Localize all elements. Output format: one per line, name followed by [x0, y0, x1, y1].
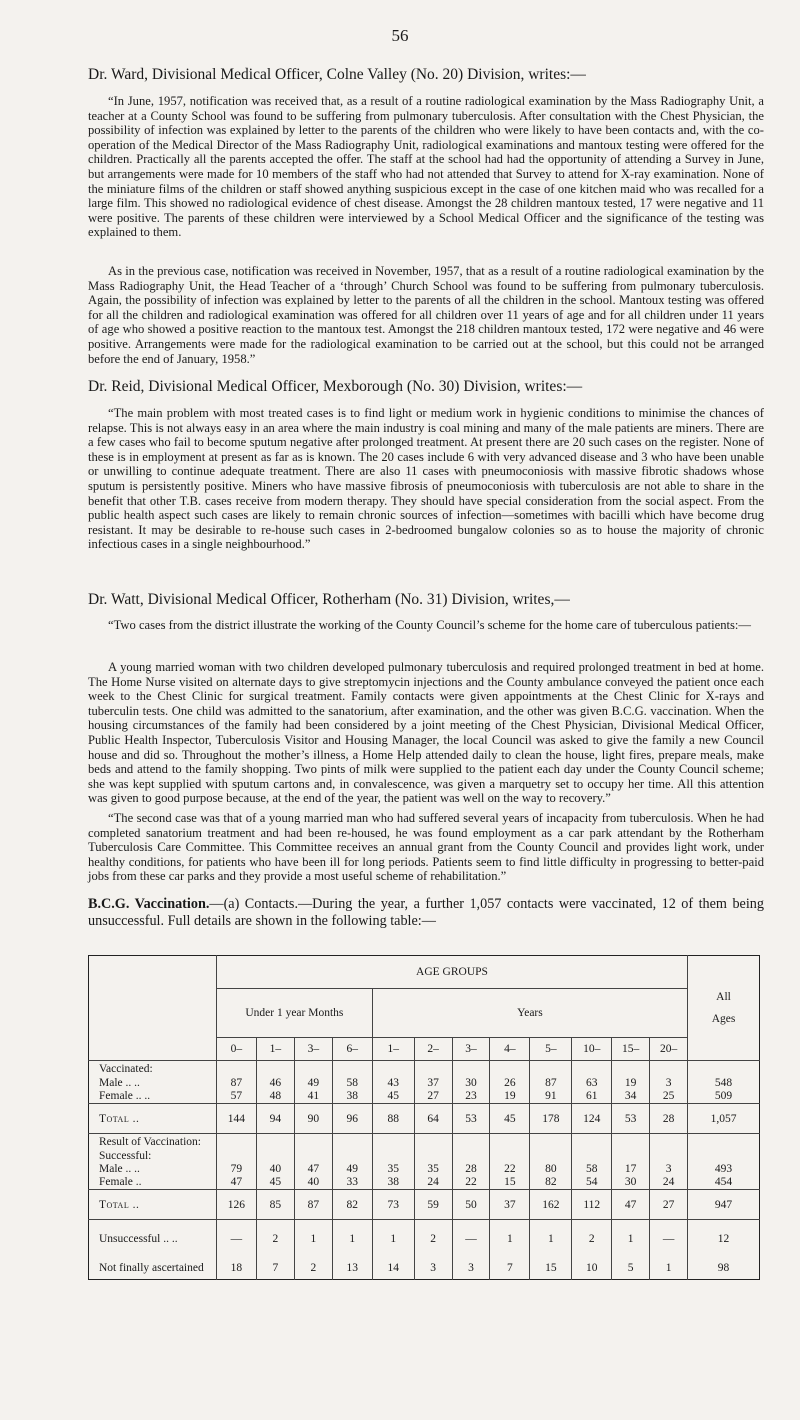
table-cell [572, 1150, 612, 1163]
table-cell: 80 [530, 1163, 572, 1176]
all-ages-cell: 12 [688, 1220, 760, 1258]
table-cell: 49 [332, 1163, 372, 1176]
table-cell [294, 1150, 332, 1163]
column-header: 20– [650, 1038, 688, 1061]
column-header: 1– [372, 1038, 414, 1061]
table-cell [650, 1134, 688, 1150]
table-cell: 47 [230, 1176, 243, 1189]
table-cell: 27 [414, 1090, 452, 1104]
table-cell: 1 [372, 1220, 414, 1258]
table-cell [216, 1150, 256, 1163]
table-cell: 45 [372, 1090, 414, 1104]
table-cell: 35 [414, 1163, 452, 1176]
table-cell: 38 [372, 1176, 414, 1190]
table-cell: 1 [490, 1220, 530, 1258]
table-cell: 3 [414, 1258, 452, 1280]
bcg-paragraph [88, 896, 764, 930]
column-header: 2– [414, 1038, 452, 1061]
table-cell: 162 [530, 1190, 572, 1220]
table-cell [332, 1134, 372, 1150]
ward-heading: Dr. Ward, Divisional Medical Officer, Colne Valley (No. 20) Division, writes:— [88, 66, 586, 83]
table-cell: 24 [414, 1176, 452, 1190]
table-cell [612, 1150, 650, 1163]
table-cell: 79 [230, 1163, 243, 1175]
table-cell: 30 [452, 1077, 490, 1090]
ward-paragraph-2: As in the previous case, notification was received in November, 1957, that as a result of a routine radiological examination by the Mass Radiography Unit, the Head Teacher of a ‘through’ Church School was found to be suffering from pulmonary tuberculosis. Again, the possibility of infection was explained by letter to the parents of all the children in the school. Mantoux testing was offered for all the children and radiological examination was offered for all children over 11 years of age and for all children under 11 years of age who showed a positive reaction to the mantoux test. Amongst the 218 children mantoux tested, 172 were negative and 46 were positive. Arrangements were made for the radiological examination to be carried out at the school, but this could not be arranged before the end of January, 1958.” [88, 264, 764, 366]
table-row [89, 1163, 760, 1176]
table-cell: 24 [650, 1176, 688, 1190]
table-cell: 73 [372, 1190, 414, 1220]
table-cell: 3 [452, 1258, 490, 1280]
table-cell: 22 [452, 1176, 490, 1190]
years-header: Years [517, 1007, 543, 1019]
table-cell: 28 [650, 1104, 688, 1134]
table-cell: 15 [530, 1258, 572, 1280]
table-cell: 3 [650, 1077, 688, 1090]
table-cell: 33 [332, 1176, 372, 1190]
all-ages-header: All Ages [688, 956, 760, 1061]
table-row [89, 1150, 760, 1163]
table-cell [490, 1061, 530, 1077]
all-ages-cell: 98 [688, 1258, 760, 1280]
table-cell: 35 [372, 1163, 414, 1176]
table-cell: 59 [414, 1190, 452, 1220]
table-cell [414, 1134, 452, 1150]
table-cell: 1 [650, 1258, 688, 1280]
table-cell: 22 [490, 1163, 530, 1176]
table-cell: 82 [530, 1176, 572, 1190]
table-cell: 37 [490, 1190, 530, 1220]
row-label: Unsuccessful .. .. [89, 1220, 217, 1258]
table-cell [372, 1061, 414, 1077]
table-cell: 58 [332, 1077, 372, 1090]
table-cell: 17 [612, 1163, 650, 1176]
table-cell: 40 [294, 1176, 332, 1190]
table-cell: 25 [650, 1090, 688, 1104]
table-cell [650, 1150, 688, 1163]
table-cell: 53 [452, 1104, 490, 1134]
table-cell [216, 1134, 256, 1150]
row-label: Successful: [89, 1150, 217, 1163]
table-cell [256, 1150, 294, 1163]
column-header: 3– [452, 1038, 490, 1061]
row-label: Vaccinated: [89, 1061, 217, 1077]
table-cell: 90 [294, 1104, 332, 1134]
table-cell: 87 [230, 1077, 243, 1089]
table-cell: 38 [332, 1090, 372, 1104]
table-cell [372, 1150, 414, 1163]
table-cell: 13 [332, 1258, 372, 1280]
table-cell: 26 [490, 1077, 530, 1090]
table-cell: 96 [332, 1104, 372, 1134]
table-cell: 47 [612, 1190, 650, 1220]
table-cell [572, 1061, 612, 1077]
table-cell: 64 [414, 1104, 452, 1134]
table-cell: — [452, 1220, 490, 1258]
table-cell [372, 1134, 414, 1150]
all-ages-cell: 548 [688, 1077, 760, 1090]
all-ages-cell [688, 1061, 760, 1077]
row-label: Male .. .. [89, 1163, 217, 1176]
table-cell [452, 1150, 490, 1163]
table-cell [216, 1061, 256, 1077]
table-row [89, 1061, 760, 1077]
row-label: Total .. [89, 1190, 217, 1220]
header-blank [89, 956, 217, 1061]
table-cell [452, 1134, 490, 1150]
table-cell: — [230, 1232, 243, 1245]
table-cell: 85 [256, 1190, 294, 1220]
table-row [89, 1134, 760, 1150]
table-row [89, 1190, 760, 1220]
row-label: Not finally ascertained [89, 1258, 217, 1280]
table-cell: 48 [256, 1090, 294, 1104]
table-cell: 2 [572, 1220, 612, 1258]
table-cell: 178 [530, 1104, 572, 1134]
row-label: Total .. [89, 1104, 217, 1134]
table-cell: 7 [490, 1258, 530, 1280]
table-cell: 15 [490, 1176, 530, 1190]
table-cell [612, 1061, 650, 1077]
table-cell: 87 [530, 1077, 572, 1090]
under-1-year-header: Under 1 year Months [216, 989, 372, 1038]
table-cell: 34 [612, 1090, 650, 1104]
table-cell: 63 [572, 1077, 612, 1090]
table-cell: 87 [294, 1190, 332, 1220]
table-cell: 19 [490, 1090, 530, 1104]
table-cell: 18 [230, 1262, 243, 1275]
column-header: 6– [332, 1038, 372, 1061]
table-cell [332, 1061, 372, 1077]
table-cell: 46 [256, 1077, 294, 1090]
table-row [89, 1176, 760, 1190]
vaccination-table [88, 955, 760, 1280]
ward-paragraph-1: “In June, 1957, notification was received that, as a result of a routine radiological examination by the Mass Radiography Unit, a teacher at a County School was found to be suffering from pulmonary tuberculosis. After consultation with the Chest Physician, the possibility of infection was explained by letter to the parents of the children who were likely to have been contacts and, with the co-operation of the Medical Director of the Mass Radiography Unit, radiological examinations and mantoux testing were offered for the children. Practically all the parents accepted the offer. The staff at the school had had the opportunity of attending a Survey in June, but arrangements were made for 10 members of the staff who had not attended that Survey to attend for X-ray examination. None of the miniature films of the children or staff showed anything suspicious except in the case of one kitchen maid who was recalled for a large film. This showed no radiological evidence of chest disease. Amongst the 28 children mantoux tested, 17 were negative and 11 were positive. The parents of these children were interviewed by a School Medical Officer and the significance of the testing was explained to them. [88, 94, 764, 240]
table-cell: 58 [572, 1163, 612, 1176]
table-cell: 144 [227, 1112, 246, 1125]
row-label: Female .. .. [89, 1090, 217, 1104]
table-cell [572, 1134, 612, 1150]
table-cell [256, 1061, 294, 1077]
column-header: 5– [530, 1038, 572, 1061]
table-cell: 1 [294, 1220, 332, 1258]
table-cell [294, 1061, 332, 1077]
table-cell: 47 [294, 1163, 332, 1176]
all-ages-cell [688, 1134, 760, 1150]
all-ages-cell: 509 [688, 1090, 760, 1104]
table-cell: 23 [452, 1090, 490, 1104]
column-header: 0– [230, 1043, 243, 1055]
table-cell: 124 [572, 1104, 612, 1134]
watt-paragraph-3: “The second case was that of a young married man who had suffered several years of incapacity from tuberculosis. When he had completed sanatorium treatment and had been re-housed, he was found employment as a car park attendant by the Rotherham Tuberculosis Care Committee. This Committee receives an annual grant from the County Council and provides light work, under healthy conditions, for patients who have been ill for long periods. Patients seem to find little difficulty in progressing to better-paid jobs from these car parks and they provide a most useful scheme of rehabilitation.” [88, 811, 764, 884]
table-cell: 7 [256, 1258, 294, 1280]
table-cell: 1 [332, 1220, 372, 1258]
table-cell [256, 1134, 294, 1150]
column-header: 4– [490, 1038, 530, 1061]
table-cell: 82 [332, 1190, 372, 1220]
table-cell: 2 [414, 1220, 452, 1258]
table-row [89, 1077, 760, 1090]
table-cell [530, 1150, 572, 1163]
table-cell [612, 1134, 650, 1150]
table-cell: 5 [612, 1258, 650, 1280]
table-cell: 91 [530, 1090, 572, 1104]
table-cell: 50 [452, 1190, 490, 1220]
table-cell: 30 [612, 1176, 650, 1190]
table-cell: 45 [256, 1176, 294, 1190]
all-ages-cell [688, 1150, 760, 1163]
row-label: Result of Vaccination: [89, 1134, 217, 1150]
table-row [89, 1104, 760, 1134]
watt-paragraph-2: A young married woman with two children developed pulmonary tuberculosis and required prolonged treatment in bed at home. The Home Nurse visited on alternate days to give streptomycin injections and the County ambulance conveyed the patient once each week to the Chest Clinic for surgical treatment. Family contacts were given appointments at the Chest Clinic for X-rays and tuberculin tests. One child was admitted to the sanatorium, after examination, and the other was given B.C.G. vaccination. When the housing circumstances of the family had been considered by a joint meeting of the Chest Physician, Divisional Medical Officer, Public Health Inspector, Tuberculosis Visitor and Housing Manager, the local Council was asked to give the family a new Council house and did so. Throughout the mother’s illness, a Home Help attended daily to clean the house, light fires, prepare meals, make beds and attend to the family shopping. Two pints of milk were supplied to the patient each day under the County Council scheme; she was kept supplied with sputum cartons and, in convalescence, was given a marquetry set to occupy her time. All this attention was given to good purpose because, at the end of the year, the patient was well on the way to recovery.” [88, 660, 764, 806]
table-cell: 27 [650, 1190, 688, 1220]
table-cell: 45 [490, 1104, 530, 1134]
table-cell: 41 [294, 1090, 332, 1104]
table-cell: 19 [612, 1077, 650, 1090]
table-cell: 94 [256, 1104, 294, 1134]
column-header: 15– [612, 1038, 650, 1061]
row-label: Female .. [89, 1176, 217, 1190]
all-ages-cell: 1,057 [688, 1104, 760, 1134]
watt-paragraph-1: “Two cases from the district illustrate the working of the County Council’s scheme for the home care of tuberculous patients:— [108, 618, 751, 632]
table-cell [452, 1061, 490, 1077]
table-cell: 57 [230, 1090, 243, 1103]
table-cell [490, 1150, 530, 1163]
all-ages-cell: 493 [688, 1163, 760, 1176]
table-cell [294, 1134, 332, 1150]
table-cell [490, 1134, 530, 1150]
table-cell: 2 [294, 1258, 332, 1280]
age-groups-header: AGE GROUPS [216, 956, 687, 989]
table-cell: 43 [372, 1077, 414, 1090]
table-cell: 2 [256, 1220, 294, 1258]
page-number: 56 [391, 26, 409, 45]
table-cell: 61 [572, 1090, 612, 1104]
row-label: Male .. .. [89, 1077, 217, 1090]
table-row [89, 1220, 760, 1258]
table-row [89, 1258, 760, 1280]
table-cell: — [650, 1220, 688, 1258]
column-header: 1– [256, 1038, 294, 1061]
table-cell: 14 [372, 1258, 414, 1280]
table-cell [414, 1061, 452, 1077]
table-cell: 126 [227, 1198, 246, 1211]
reid-paragraph-1: “The main problem with most treated cases is to find light or medium work in hygienic conditions to minimise the chances of relapse. This is not always easy in an area where the main industry is coal mining and many of the male patients are miners. There are a few cases who fail to become sputum negative after prolonged treatment. At present there are 20 such cases on the register. None of these is in employment at present as far as is known. The 20 cases include 6 with very advanced disease and 3 who have been unable or unwilling to continue adequate treatment. There are also 11 cases with pneumoconiosis with massive fibrotic shadows whose sputum is persistently positive. Miners who have massive fibrosis of pneumoconiosis with tuberculosis are not able to share in the benefit that other T.B. cases receive from modern therapy. They should have special consideration from the social aspect. From the public health aspect such cases are likely to remain chronic sources of infection—sometimes with bacilli which have become drug resistant. It may be desirable to re-house such cases in 2-bedroomed bungalow colonies so as to house the majority of chronic infectious cases in a single neighbourhood.” [88, 406, 764, 552]
table-cell: 1 [612, 1220, 650, 1258]
bcg-text: —(a) Contacts.—During the year, a further 1,057 contacts were vaccinated, 12 of them being unsuccessful. Full details are shown in the following table:— [88, 896, 764, 929]
table-cell [414, 1150, 452, 1163]
table-cell: 10 [572, 1258, 612, 1280]
table-cell [650, 1061, 688, 1077]
table-cell: 37 [414, 1077, 452, 1090]
watt-heading: Dr. Watt, Divisional Medical Officer, Rotherham (No. 31) Division, writes,— [88, 591, 570, 608]
table-cell: 3 [650, 1163, 688, 1176]
table-cell [530, 1134, 572, 1150]
column-header: 10– [572, 1038, 612, 1061]
table-cell: 1 [530, 1220, 572, 1258]
table-cell: 40 [256, 1163, 294, 1176]
table-row [89, 1090, 760, 1104]
column-header: 3– [294, 1038, 332, 1061]
table-cell [530, 1061, 572, 1077]
table-cell: 112 [572, 1190, 612, 1220]
table-cell: 53 [612, 1104, 650, 1134]
table-cell: 54 [572, 1176, 612, 1190]
table-cell: 28 [452, 1163, 490, 1176]
bcg-heading: B.C.G. Vaccination. [88, 896, 210, 912]
reid-heading: Dr. Reid, Divisional Medical Officer, Mexborough (No. 30) Division, writes:— [88, 378, 583, 395]
table-cell: 88 [372, 1104, 414, 1134]
all-ages-cell: 947 [688, 1190, 760, 1220]
table-cell [332, 1150, 372, 1163]
all-ages-cell: 454 [688, 1176, 760, 1190]
table-cell: 49 [294, 1077, 332, 1090]
